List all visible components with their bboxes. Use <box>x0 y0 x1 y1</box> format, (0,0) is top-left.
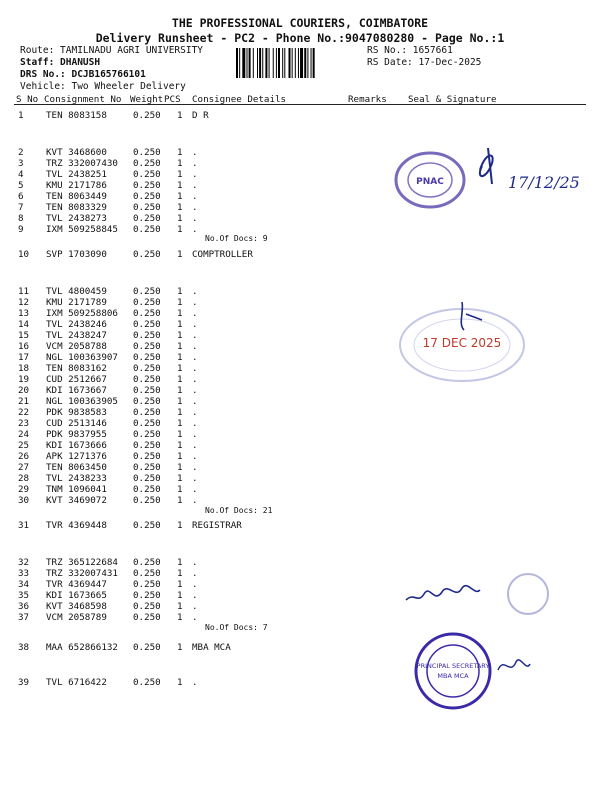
round-seal-stamp-1 <box>390 148 470 212</box>
row-weight: 0.250 <box>133 224 161 235</box>
barcode-bar <box>259 48 261 78</box>
barcode-bar <box>278 48 280 78</box>
row-pcs: 1 <box>177 590 183 601</box>
row-sno: 7 <box>18 202 24 213</box>
row-sno: 35 <box>18 590 30 601</box>
row-consignment-no: TRZ 332007430 <box>46 158 118 169</box>
row-sno: 27 <box>18 462 30 473</box>
row-consignee-details: . <box>192 224 198 235</box>
date-stamp: 17 DEC 2025 <box>422 336 502 350</box>
table-row <box>0 225 600 235</box>
svg-text:PRINCIPAL SECRETARY: PRINCIPAL SECRETARY <box>416 662 490 670</box>
row-sno: 12 <box>18 297 30 308</box>
row-pcs: 1 <box>177 473 183 484</box>
row-weight: 0.250 <box>133 385 161 396</box>
row-consignment-no: MAA 652866132 <box>46 642 118 653</box>
row-pcs: 1 <box>177 374 183 385</box>
table-row <box>0 250 600 260</box>
row-sno: 37 <box>18 612 30 623</box>
row-sno: 4 <box>18 169 24 180</box>
row-sno: 30 <box>18 495 30 506</box>
row-weight: 0.250 <box>133 396 161 407</box>
row-consignment-no: TVL 2438247 <box>46 330 107 341</box>
row-consignment-no: PDK 9838583 <box>46 407 107 418</box>
row-sno: 19 <box>18 374 30 385</box>
row-pcs: 1 <box>177 191 183 202</box>
row-consignee-details: . <box>192 440 198 451</box>
row-consignee-details: . <box>192 557 198 568</box>
route-label: Route: TAMILNADU AGRI UNIVERSITY <box>20 45 204 56</box>
row-sno: 15 <box>18 330 30 341</box>
row-consignee-details: . <box>192 579 198 590</box>
row-sno: 26 <box>18 451 30 462</box>
table-row <box>0 408 600 418</box>
table-row <box>0 203 600 213</box>
row-weight: 0.250 <box>133 202 161 213</box>
row-consignment-no: TEN 8063449 <box>46 191 107 202</box>
row-consignee-details: . <box>192 590 198 601</box>
row-consignment-no: NGL 100363905 <box>46 396 118 407</box>
row-pcs: 1 <box>177 286 183 297</box>
table-row <box>0 430 600 440</box>
docs-count-2: No.Of Docs: 21 <box>205 506 273 515</box>
vehicle-label: Vehicle: Two Wheeler Delivery <box>20 81 186 92</box>
barcode-bar <box>295 48 296 78</box>
row-consignee-details: . <box>192 191 198 202</box>
row-sno: 5 <box>18 180 24 191</box>
row-consignee-details: . <box>192 451 198 462</box>
row-pcs: 1 <box>177 330 183 341</box>
barcode-bar <box>236 48 238 78</box>
row-consignee-details: . <box>192 385 198 396</box>
row-sno: 25 <box>18 440 30 451</box>
barcode-bar <box>298 48 299 78</box>
barcode-bar <box>257 48 258 78</box>
svg-text:MBA MCA: MBA MCA <box>437 672 469 680</box>
barcode-bar <box>253 48 254 78</box>
row-pcs: 1 <box>177 568 183 579</box>
barcode-bar <box>304 48 306 78</box>
round-seal-stamp-2 <box>392 300 532 390</box>
row-pcs: 1 <box>177 579 183 590</box>
row-pcs: 1 <box>177 440 183 451</box>
barcode-bar <box>265 48 267 78</box>
row-consignee-details: . <box>192 429 198 440</box>
company-title: THE PROFESSIONAL COURIERS, COIMBATORE <box>171 16 429 30</box>
barcode-bar <box>282 48 283 78</box>
row-weight: 0.250 <box>133 213 161 224</box>
barcode-bar <box>307 48 308 78</box>
row-consignee-details: . <box>192 601 198 612</box>
staff-label: Staff: DHANUSH <box>20 57 101 68</box>
table-row <box>0 397 600 407</box>
row-weight: 0.250 <box>133 297 161 308</box>
barcode-image <box>236 48 362 78</box>
row-pcs: 1 <box>177 352 183 363</box>
row-pcs: 1 <box>177 451 183 462</box>
table-row <box>0 419 600 429</box>
row-consignment-no: KDI 1673666 <box>46 440 107 451</box>
barcode-bar <box>276 48 277 78</box>
row-pcs: 1 <box>177 110 183 121</box>
barcode-bar <box>247 48 248 78</box>
table-row <box>0 214 600 224</box>
row-sno: 8 <box>18 213 24 224</box>
row-consignment-no: TEN 8063450 <box>46 462 107 473</box>
row-weight: 0.250 <box>133 352 161 363</box>
barcode-bar <box>249 48 251 78</box>
row-pcs: 1 <box>177 677 183 688</box>
row-consignee-details: D R <box>192 110 209 121</box>
row-weight: 0.250 <box>133 110 161 121</box>
row-pcs: 1 <box>177 341 183 352</box>
row-consignment-no: IXM 509258845 <box>46 224 118 235</box>
col-seal: Seal & Signature <box>408 94 497 105</box>
row-consignment-no: TVL 4800459 <box>46 286 107 297</box>
row-sno: 2 <box>18 147 24 158</box>
runsheet-subtitle: Delivery Runsheet - PC2 - Phone No.:9047080280 - Page No.:1 <box>95 31 505 45</box>
row-consignment-no: KVT 3468598 <box>46 601 107 612</box>
row-pcs: 1 <box>177 385 183 396</box>
row-consignment-no: TVL 6716422 <box>46 677 107 688</box>
svg-text:PNAC: PNAC <box>416 177 444 187</box>
col-remarks: Remarks <box>348 94 387 105</box>
row-consignee-details: . <box>192 297 198 308</box>
row-consignee-details: . <box>192 495 198 506</box>
row-consignee-details: . <box>192 158 198 169</box>
row-weight: 0.250 <box>133 568 161 579</box>
row-pcs: 1 <box>177 180 183 191</box>
row-consignee-details: . <box>192 213 198 224</box>
row-weight: 0.250 <box>133 601 161 612</box>
row-consignee-details: . <box>192 319 198 330</box>
row-weight: 0.250 <box>133 440 161 451</box>
row-consignee-details: . <box>192 352 198 363</box>
row-consignee-details: . <box>192 568 198 579</box>
row-consignment-no: TVL 2438233 <box>46 473 107 484</box>
row-consignee-details: MBA MCA <box>192 642 231 653</box>
docs-count-1: No.Of Docs: 9 <box>205 234 268 243</box>
row-sno: 17 <box>18 352 30 363</box>
row-weight: 0.250 <box>133 484 161 495</box>
row-sno: 38 <box>18 642 30 653</box>
row-consignment-no: TVR 4369447 <box>46 579 107 590</box>
barcode-bar <box>242 48 245 78</box>
row-consignee-details: . <box>192 286 198 297</box>
signature-3 <box>494 650 534 680</box>
drs-number: DRS No.: DCJB165766101 <box>20 69 146 80</box>
row-consignee-details: . <box>192 396 198 407</box>
header-rule <box>14 104 586 105</box>
row-sno: 21 <box>18 396 30 407</box>
table-row <box>0 287 600 297</box>
table-row <box>0 452 600 462</box>
row-consignment-no: KDI 1673667 <box>46 385 107 396</box>
table-row <box>0 463 600 473</box>
signature-2 <box>400 570 550 620</box>
row-consignment-no: KVT 3469072 <box>46 495 107 506</box>
barcode-bar <box>284 48 285 78</box>
row-consignee-details: . <box>192 202 198 213</box>
row-consignee-details: . <box>192 169 198 180</box>
row-consignment-no: TVL 2438251 <box>46 169 107 180</box>
row-pcs: 1 <box>177 158 183 169</box>
row-consignment-no: TVL 2438273 <box>46 213 107 224</box>
rs-date: RS Date: 17-Dec-2025 <box>367 57 482 68</box>
row-sno: 32 <box>18 557 30 568</box>
row-pcs: 1 <box>177 418 183 429</box>
barcode-bar <box>289 48 291 78</box>
row-consignment-no: NGL 100363907 <box>46 352 118 363</box>
table-row <box>0 485 600 495</box>
row-weight: 0.250 <box>133 169 161 180</box>
row-pcs: 1 <box>177 642 183 653</box>
row-consignment-no: APK 1271376 <box>46 451 107 462</box>
row-weight: 0.250 <box>133 451 161 462</box>
row-pcs: 1 <box>177 224 183 235</box>
row-pcs: 1 <box>177 202 183 213</box>
row-pcs: 1 <box>177 484 183 495</box>
row-pcs: 1 <box>177 169 183 180</box>
row-sno: 23 <box>18 418 30 429</box>
row-pcs: 1 <box>177 213 183 224</box>
barcode-bar <box>269 48 270 78</box>
row-consignment-no: TVL 2438246 <box>46 319 107 330</box>
row-weight: 0.250 <box>133 158 161 169</box>
row-sno: 10 <box>18 249 30 260</box>
col-pcs: PCS <box>164 94 181 105</box>
row-consignment-no: TRZ 332007431 <box>46 568 118 579</box>
row-weight: 0.250 <box>133 557 161 568</box>
row-consignee-details: REGISTRAR <box>192 520 242 531</box>
row-pcs: 1 <box>177 407 183 418</box>
row-weight: 0.250 <box>133 473 161 484</box>
barcode-bar <box>311 48 312 78</box>
table-row <box>0 558 600 568</box>
row-weight: 0.250 <box>133 330 161 341</box>
row-consignment-no: VCM 2058788 <box>46 341 107 352</box>
row-sno: 24 <box>18 429 30 440</box>
row-consignment-no: KVT 3468600 <box>46 147 107 158</box>
row-consignee-details: . <box>192 308 198 319</box>
barcode-bar <box>292 48 293 78</box>
row-sno: 20 <box>18 385 30 396</box>
row-consignment-no: TNM 1096041 <box>46 484 107 495</box>
col-weight: Weight <box>130 94 164 105</box>
row-consignment-no: TRZ 365122684 <box>46 557 118 568</box>
row-consignee-details: . <box>192 147 198 158</box>
row-consignment-no: TEN 8083162 <box>46 363 107 374</box>
row-pcs: 1 <box>177 612 183 623</box>
row-weight: 0.250 <box>133 407 161 418</box>
principal-secretary-seal <box>412 628 494 714</box>
row-pcs: 1 <box>177 462 183 473</box>
row-consignment-no: KDI 1673665 <box>46 590 107 601</box>
row-consignee-details: . <box>192 462 198 473</box>
signature-1 <box>468 140 580 200</box>
row-consignment-no: CUD 2512667 <box>46 374 107 385</box>
row-weight: 0.250 <box>133 363 161 374</box>
row-weight: 0.250 <box>133 642 161 653</box>
col-sno: S No <box>16 94 39 105</box>
row-consignee-details: . <box>192 473 198 484</box>
table-row <box>0 474 600 484</box>
row-sno: 29 <box>18 484 30 495</box>
barcode-bar <box>313 48 315 78</box>
row-weight: 0.250 <box>133 147 161 158</box>
row-weight: 0.250 <box>133 249 161 260</box>
row-sno: 9 <box>18 224 24 235</box>
row-consignment-no: TEN 8083158 <box>46 110 107 121</box>
row-pcs: 1 <box>177 297 183 308</box>
rs-number: RS No.: 1657661 <box>367 45 453 56</box>
barcode-bar <box>262 48 263 78</box>
row-sno: 13 <box>18 308 30 319</box>
row-pcs: 1 <box>177 520 183 531</box>
row-sno: 36 <box>18 601 30 612</box>
row-pcs: 1 <box>177 429 183 440</box>
row-consignee-details: . <box>192 330 198 341</box>
row-consignee-details: . <box>192 677 198 688</box>
barcode-bar <box>300 48 303 78</box>
row-weight: 0.250 <box>133 429 161 440</box>
row-weight: 0.250 <box>133 191 161 202</box>
row-sno: 31 <box>18 520 30 531</box>
row-consignment-no: VCM 2058789 <box>46 612 107 623</box>
row-weight: 0.250 <box>133 495 161 506</box>
row-weight: 0.250 <box>133 180 161 191</box>
row-weight: 0.250 <box>133 677 161 688</box>
row-sno: 28 <box>18 473 30 484</box>
row-sno: 34 <box>18 579 30 590</box>
row-weight: 0.250 <box>133 341 161 352</box>
row-pcs: 1 <box>177 319 183 330</box>
row-sno: 22 <box>18 407 30 418</box>
row-sno: 6 <box>18 191 24 202</box>
docs-count-3: No.Of Docs: 7 <box>205 623 268 632</box>
row-pcs: 1 <box>177 363 183 374</box>
col-consignment: Consignment No <box>44 94 122 105</box>
row-consignee-details: . <box>192 374 198 385</box>
row-consignment-no: TEN 8083329 <box>46 202 107 213</box>
row-consignment-no: CUD 2513146 <box>46 418 107 429</box>
row-consignment-no: IXM 509258806 <box>46 308 118 319</box>
row-weight: 0.250 <box>133 590 161 601</box>
row-weight: 0.250 <box>133 319 161 330</box>
row-sno: 39 <box>18 677 30 688</box>
row-weight: 0.250 <box>133 579 161 590</box>
row-weight: 0.250 <box>133 286 161 297</box>
row-pcs: 1 <box>177 308 183 319</box>
row-sno: 1 <box>18 110 24 121</box>
table-row <box>0 496 600 506</box>
row-pcs: 1 <box>177 601 183 612</box>
row-pcs: 1 <box>177 557 183 568</box>
row-weight: 0.250 <box>133 520 161 531</box>
row-pcs: 1 <box>177 495 183 506</box>
row-consignment-no: SVP 1703090 <box>46 249 107 260</box>
table-row <box>0 111 600 121</box>
row-consignee-details: . <box>192 341 198 352</box>
row-consignee-details: . <box>192 180 198 191</box>
row-pcs: 1 <box>177 396 183 407</box>
row-consignee-details: . <box>192 407 198 418</box>
row-sno: 3 <box>18 158 24 169</box>
row-consignment-no: KMU 2171789 <box>46 297 107 308</box>
row-weight: 0.250 <box>133 612 161 623</box>
row-consignment-no: KMU 2171786 <box>46 180 107 191</box>
row-sno: 16 <box>18 341 30 352</box>
row-consignment-no: PDK 9837955 <box>46 429 107 440</box>
row-sno: 18 <box>18 363 30 374</box>
row-sno: 14 <box>18 319 30 330</box>
row-consignee-details: . <box>192 484 198 495</box>
row-consignee-details: COMPTROLLER <box>192 249 253 260</box>
row-pcs: 1 <box>177 147 183 158</box>
row-consignee-details: . <box>192 418 198 429</box>
table-row <box>0 521 600 531</box>
row-weight: 0.250 <box>133 462 161 473</box>
row-weight: 0.250 <box>133 308 161 319</box>
row-weight: 0.250 <box>133 374 161 385</box>
row-sno: 33 <box>18 568 30 579</box>
row-consignee-details: . <box>192 363 198 374</box>
col-details: Consignee Details <box>192 94 287 105</box>
handwritten-date: 17/12/25 <box>508 173 580 192</box>
barcode-bar <box>273 48 274 78</box>
row-pcs: 1 <box>177 249 183 260</box>
row-consignee-details: . <box>192 612 198 623</box>
row-sno: 11 <box>18 286 30 297</box>
table-row <box>0 441 600 451</box>
barcode-bar <box>239 48 240 78</box>
row-weight: 0.250 <box>133 418 161 429</box>
row-consignment-no: TVR 4369448 <box>46 520 107 531</box>
